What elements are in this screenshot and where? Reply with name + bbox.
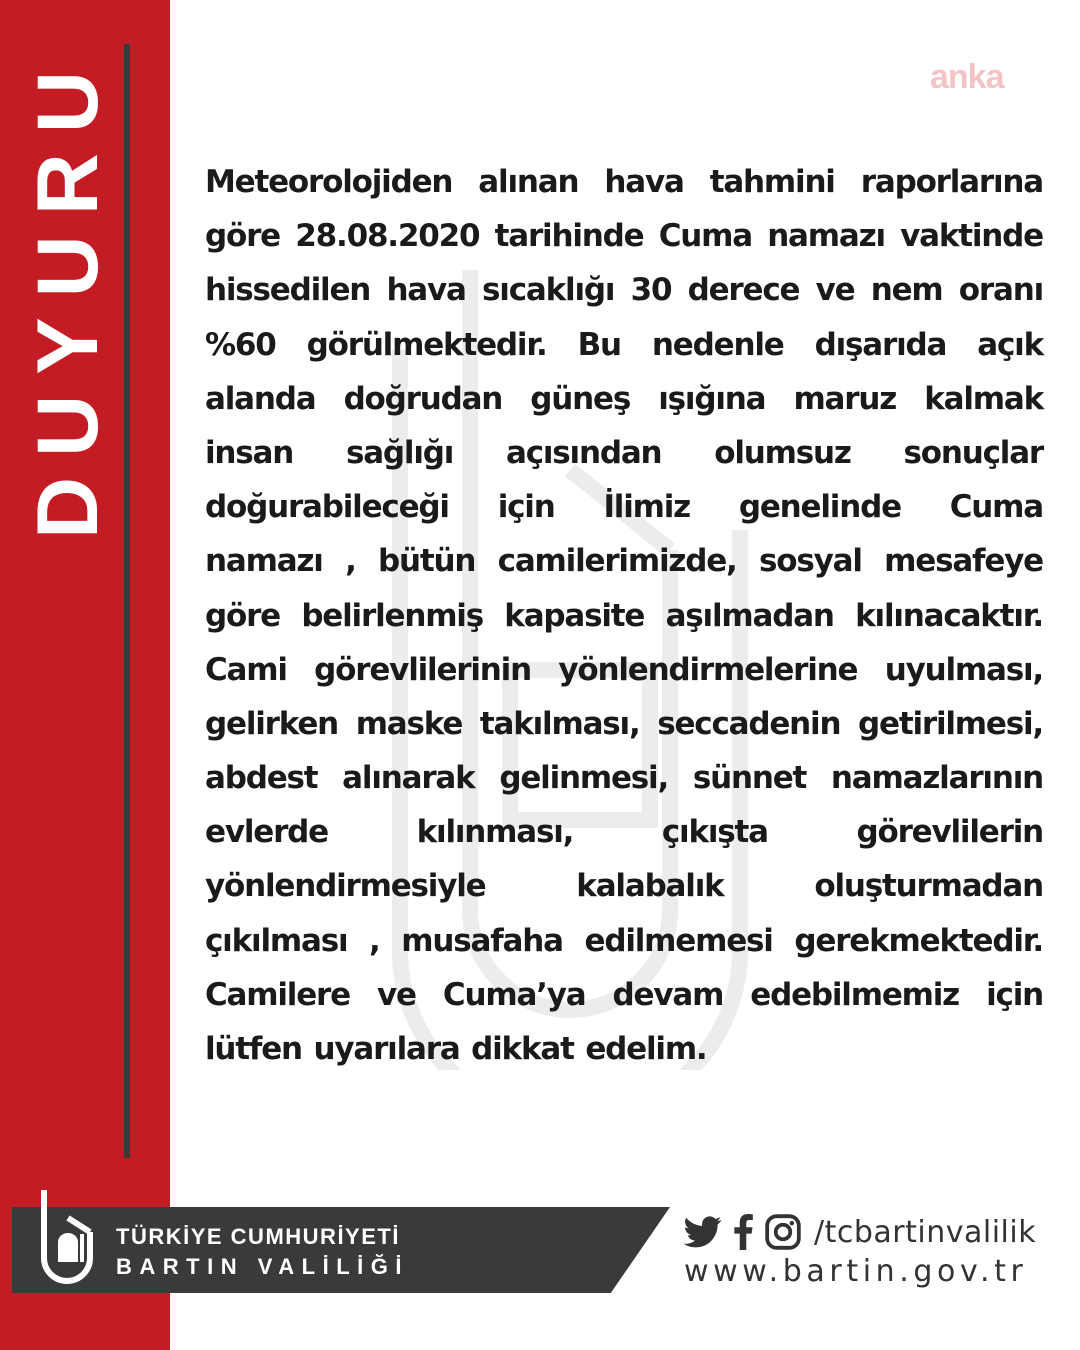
announcement-line: göre 28.08.2020 tarihinde Cuma namazı vaktinde — [205, 218, 1043, 255]
announcement-line: doğurabileceği için İlimiz genelinde Cuma — [205, 489, 1043, 526]
announcement-line: %60 görülmektedir. Bu nedenle dışarıda açık — [205, 326, 1043, 363]
instagram-icon[interactable] — [764, 1213, 802, 1251]
announcement-line: insan sağlığı açısından olumsuz sonuçlar — [205, 434, 1043, 471]
announcement-line: namazı , bütün camilerimizde, sosyal mesafeye — [205, 543, 1043, 580]
announcement-line: hissedilen hava sıcaklığı 30 derece ve nem oranı — [205, 272, 1043, 309]
website-link[interactable]: www.bartin.gov.tr — [684, 1254, 1028, 1289]
announcement-line: Cami görevlilerinin yönlendirmelerine uyulması, — [205, 651, 1043, 688]
announcement-line: evlerde kılınması, çıkışta görevlilerin — [205, 814, 1043, 851]
announcement-line: alanda doğrudan güneş ışığına maruz kalmak — [205, 380, 1043, 417]
announcement-line: yönlendirmesiyle kalabalık oluşturmadan — [205, 868, 1043, 905]
org-name-line2: BARTIN VALİLİĞİ — [116, 1254, 409, 1279]
bartin-logo-icon — [34, 1186, 100, 1290]
social-handle[interactable]: /tcbartinvalilik — [814, 1214, 1037, 1250]
announcement-line: gelirken maske takılması, seccadenin getirilmesi, — [205, 705, 1043, 742]
announcement-line: Meteorolojiden alınan hava tahmini raporlarına — [205, 164, 1043, 200]
org-name-line1: TÜRKİYE CUMHURİYETİ — [116, 1224, 400, 1249]
footer-band — [12, 1207, 670, 1293]
announcement-body — [205, 155, 1043, 1076]
twitter-icon[interactable] — [684, 1216, 722, 1248]
watermark: anka — [930, 58, 1004, 96]
announcement-line: lütfen uyarılara dikkat edelim. — [205, 1031, 707, 1067]
announcement-heading: DUYURU — [20, 51, 116, 539]
facebook-icon[interactable] — [732, 1214, 754, 1250]
vertical-divider — [124, 44, 130, 1158]
announcement-line: abdest alınarak gelinmesi, sünnet namazlarının — [205, 760, 1043, 797]
announcement-line: göre belirlenmiş kapasite aşılmadan kılınacaktır. — [205, 597, 1043, 634]
announcement-line: Camilere ve Cuma’ya devam edebilmemiz için — [205, 976, 1043, 1013]
announcement-line: çıkılması , musafaha edilmemesi gerekmektedir. — [205, 922, 1043, 959]
social-links — [684, 1212, 1036, 1252]
